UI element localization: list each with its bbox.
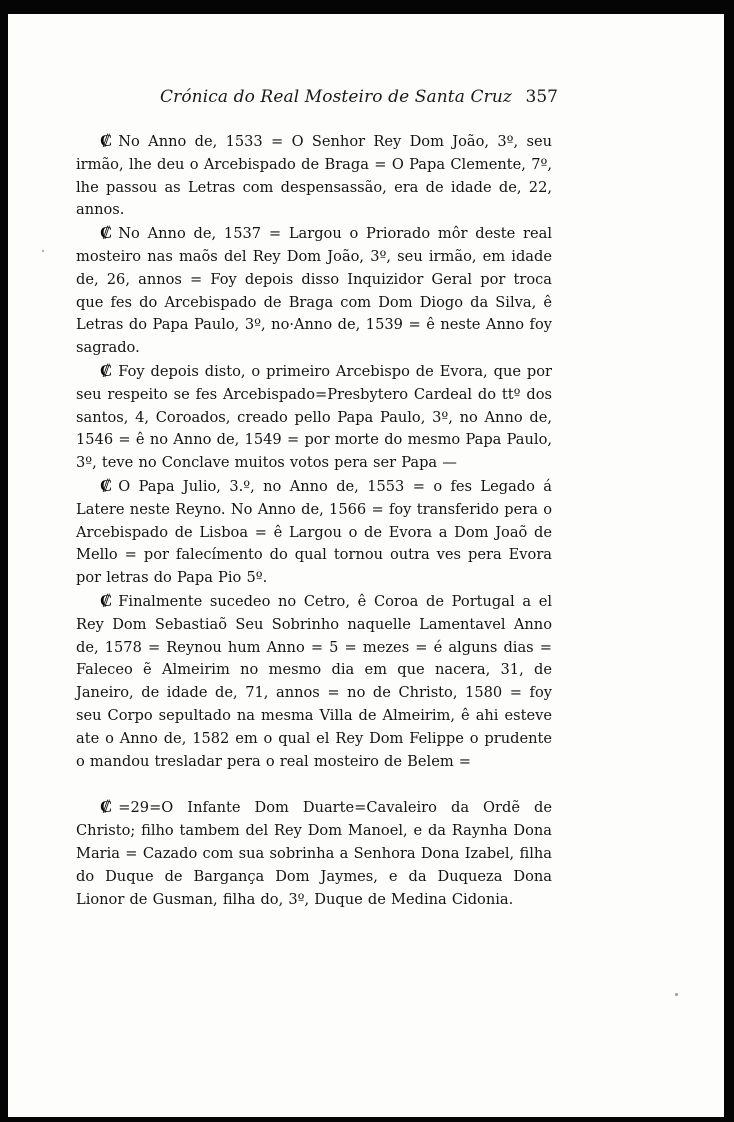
page-number: 357 [525,87,558,107]
paragraph-text: O Papa Julio, 3.º, no Anno de, 1553 = o fes Legado á Latere neste Reyno. No Anno de, 1566 = foy transferido pera o Arcebispado de Lisboa = ê Largou o de Evora a Dom Joaõ de Mello = por falecímento do qual tornou outra ves pera Evora por letras do Papa Pio 5º. [76,477,552,587]
paragraph-evora [76,360,552,475]
paper-speck [42,250,44,252]
running-header [160,87,558,109]
paragraph-mark-icon: ₡ [100,475,113,496]
paper-speck [675,993,678,996]
paragraph-mark-icon: ₡ [100,590,113,611]
chronicle-text [76,130,552,911]
paragraph-mark-icon: ₡ [100,360,113,381]
paragraph-text: No Anno de, 1537 = Largou o Priorado môr deste real mosteiro nas maõs del Rey Dom João, 3º, seu irmão, em idade de, 26, annos = Foy depois disso Inquizidor Geral por troca que fes do Arcebispado de Braga com Dom Diogo da Silva, ê Letras do Papa Paulo, 3º, no·Anno de, 1539 = ê neste Anno foy sagrado. [76,225,552,357]
paragraph-1533 [76,130,552,222]
paragraph-mark-icon: ₡ [100,131,113,151]
paragraph-text: Finalmente sucedeo no Cetro, ê Coroa de Portugal a el Rey Dom Sebastiaõ Seu Sobrinho naquelle Lamentavel Anno de, 1578 = Reynou hum Anno = 5 = mezes = é alguns dias = Faleceo ẽ Almeirim no mesmo dia em que nacera, 31, de Janeiro, de idade de, 71, annos = no de Christo, 1580 = foy seu Corpo sepultado na mesma Villa de Almeirim, ê ahi esteve ate o Anno de, 1582 em o qual el Rey Dom Felippe o prudente o mandou tresladar pera o real mosteiro de Belem = [76,592,552,770]
paragraph-infante-duarte [76,796,552,911]
paragraph-text: =29=O Infante Dom Duarte=Cavaleiro da Ordẽ de Christo; filho tambem del Rey Dom Manoel, e da Raynha Dona Maria = Cazado com sua sobrinha a Senhora Dona Izabel, filha do Duque de Bargança Dom Jaymes, e da Duqueza Dona Lionor de Gusman, filha do, 3º, Duque de Medina Cidonia. [76,799,552,908]
paragraph-text: No Anno de, 1533 = O Senhor Rey Dom João, 3º, seu irmão, lhe deu o Arcebispado de Braga = O Papa Clemente, 7º, lhe passou as Letras com despensassão, era de idade de, 22, annos. [76,133,552,219]
paragraph-text: Foy depois disto, o primeiro Arcebispo de Evora, que por seu respeito se fes Arcebispado=Presbytero Cardeal do ttº dos santos, 4, Coroados, creado pello Papa Paulo, 3º, no Anno de, 1546 = ê no Anno de, 1549 = por morte do mesmo Papa Paulo, 3º, teve no Conclave muitos votos pera ser Papa — [76,362,552,472]
paragraph-mark-icon: ₡ [100,223,113,244]
paragraph-sebastiao [76,590,552,773]
paragraph-legado [76,475,552,590]
header-title: Crónica do Real Mosteiro de Santa Cruz [160,87,512,107]
paragraph-mark-icon: ₡ [100,797,113,818]
paragraph-1537 [76,222,552,360]
